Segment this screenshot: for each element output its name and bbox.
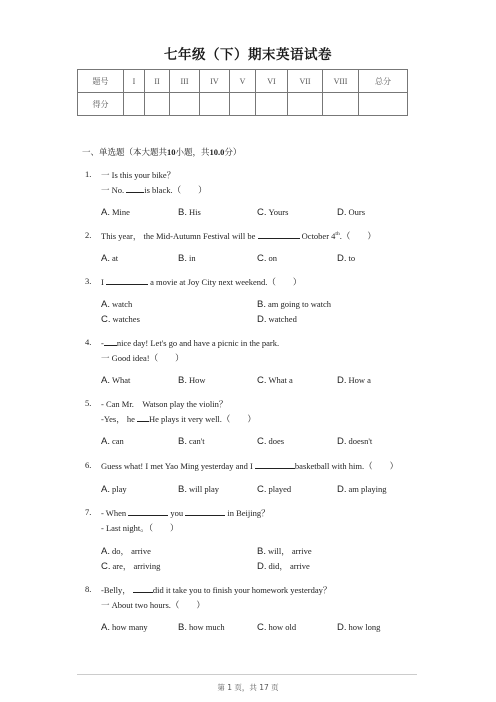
answer-blank[interactable] <box>126 184 144 193</box>
option-a[interactable]: A. how many <box>101 622 148 633</box>
score-cell <box>288 93 323 116</box>
question-number: 7. <box>85 507 92 517</box>
option-a[interactable]: A. can <box>101 436 124 447</box>
question-text: - When you in Beijing？ <box>101 508 270 518</box>
question-text: 一 About two hours.（ ） <box>101 600 205 610</box>
question-text: 一 No. is black.（ ） <box>101 185 207 195</box>
option-c[interactable]: C. are， arriving <box>101 561 161 572</box>
page-footer: 第 1 页，共 17 页 <box>217 683 279 692</box>
option-d[interactable]: D. How a <box>337 375 371 386</box>
header-cell: IV <box>200 70 230 93</box>
score-cell <box>256 93 288 116</box>
option-d[interactable]: D. doesn't <box>337 436 373 447</box>
option-d[interactable]: D. watched <box>257 314 297 325</box>
option-b[interactable]: B. how much <box>178 622 225 633</box>
option-d[interactable]: D. am playing <box>337 484 387 495</box>
score-cell <box>145 93 170 116</box>
header-cell: 总分 <box>359 70 408 93</box>
option-c[interactable]: C. What a <box>257 375 293 386</box>
score-cell <box>124 93 145 116</box>
option-c[interactable]: C. how old <box>257 622 297 633</box>
score-table-header-row <box>78 70 408 93</box>
answer-blank[interactable] <box>128 507 168 516</box>
option-c[interactable]: C. does <box>257 436 285 447</box>
question-number: 5. <box>85 398 92 408</box>
score-cell <box>323 93 359 116</box>
answer-blank[interactable] <box>137 413 149 422</box>
option-b[interactable]: B. will play <box>178 484 219 495</box>
score-cell <box>230 93 256 116</box>
option-b[interactable]: B. How <box>178 375 206 386</box>
question-number: 2. <box>85 230 92 240</box>
option-a[interactable]: A. Mine <box>101 207 130 218</box>
score-cell <box>200 93 230 116</box>
question-text: - Can Mr. Watson play the violin？ <box>101 399 228 409</box>
section-heading: 一、单选题（本大题共10小题，共10.0分） <box>82 147 242 158</box>
footer-divider <box>77 674 417 675</box>
header-cell: III <box>170 70 200 93</box>
question-number: 8. <box>85 584 92 594</box>
option-d[interactable]: D. to <box>337 253 356 264</box>
option-a[interactable]: A. What <box>101 375 131 386</box>
option-c[interactable]: C. played <box>257 484 292 495</box>
option-a[interactable]: A. play <box>101 484 127 495</box>
row-label: 得分 <box>78 93 124 116</box>
question-number: 6. <box>85 460 92 470</box>
option-b[interactable]: B. am going to watch <box>257 299 332 310</box>
option-d[interactable]: D. how long <box>337 622 381 633</box>
answer-blank[interactable] <box>255 460 295 469</box>
header-cell: 题号 <box>78 70 124 93</box>
header-cell: VII <box>288 70 323 93</box>
question-number: 3. <box>85 276 92 286</box>
score-cell <box>359 93 408 116</box>
score-table <box>77 69 408 116</box>
page-title: 七年级（下）期末英语试卷 <box>164 47 332 63</box>
option-b[interactable]: B. can't <box>178 436 205 447</box>
option-d[interactable]: D. did， arrive <box>257 561 310 572</box>
option-a[interactable]: A. watch <box>101 299 133 310</box>
option-c[interactable]: C. Yours <box>257 207 289 218</box>
question-number: 4. <box>85 337 92 347</box>
option-b[interactable]: B. will， arrive <box>257 546 312 557</box>
option-d[interactable]: D. Ours <box>337 207 366 218</box>
option-c[interactable]: C. watches <box>101 314 140 325</box>
question-text: 一 Is this your bike？ <box>101 170 176 180</box>
option-b[interactable]: B. His <box>178 207 201 218</box>
answer-blank[interactable] <box>258 230 300 239</box>
question-text: This year， the Mid-Autumn Festival will be October 4th.（ ） <box>101 231 376 241</box>
answer-blank[interactable] <box>106 276 148 285</box>
answer-blank[interactable] <box>185 507 225 516</box>
header-cell: VI <box>256 70 288 93</box>
question-text: -Yes， he He plays it very well.（ ） <box>101 414 256 424</box>
option-c[interactable]: C. on <box>257 253 277 264</box>
option-b[interactable]: B. in <box>178 253 196 264</box>
question-text: - Last night。（ ） <box>101 523 179 533</box>
question-number: 1. <box>85 169 92 179</box>
answer-blank[interactable] <box>133 584 153 593</box>
option-a[interactable]: A. do， arrive <box>101 546 151 557</box>
answer-blank[interactable] <box>104 337 117 346</box>
question-text: -Belly， did it take you to finish your homework yesterday？ <box>101 585 332 595</box>
option-a[interactable]: A. at <box>101 253 119 264</box>
question-text: I a movie at Joy City next weekend.（ ） <box>101 277 302 287</box>
header-cell: I <box>124 70 145 93</box>
score-table-score-row <box>78 93 408 116</box>
header-cell: VIII <box>323 70 359 93</box>
score-cell <box>170 93 200 116</box>
header-cell: V <box>230 70 256 93</box>
question-text: - nice day! Let's go and have a picnic in the park. <box>101 338 280 348</box>
question-text: 一 Good idea!（ ） <box>101 353 184 363</box>
header-cell: II <box>145 70 170 93</box>
question-text: Guess what! I met Yao Ming yesterday and I basketball with him.（ ） <box>101 461 399 471</box>
